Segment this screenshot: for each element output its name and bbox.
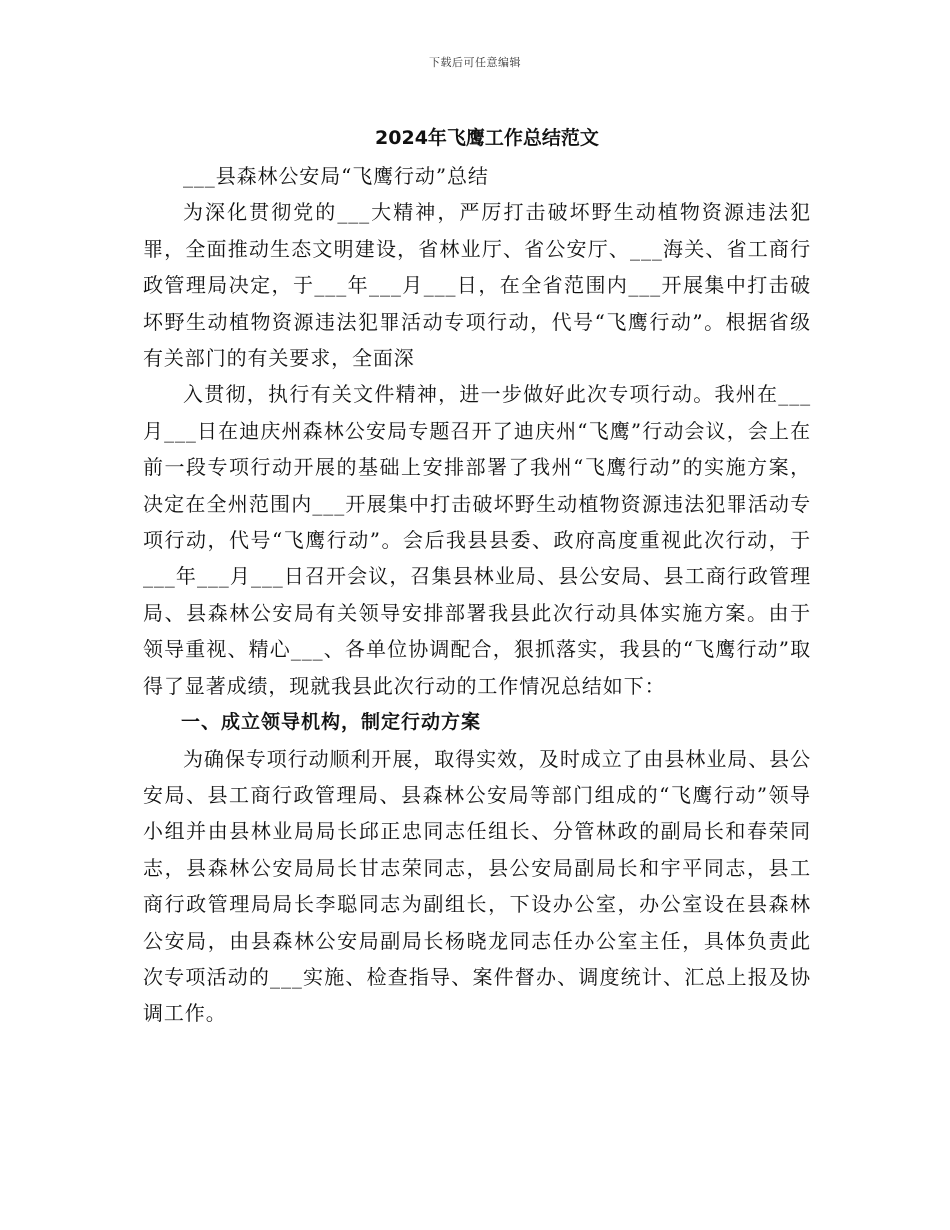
section-heading-leadership: 一、成立领导机构，制定行动方案 — [181, 711, 482, 734]
paragraph-implementation: 入贯彻，执行有关文件精神，进一步做好此次专项行动。我州在___月___日在迪庆州森林公安局专题召开了迪庆州“飞鹰”行动会议，会上在前一段专项行动开展的基础上安排部署了我州“飞鹰行动”的实施方案，决定在全州范围内___开展集中打击破坏野生动植物资源违法犯罪活动专项行动，代号“飞鹰行动”。会后我县县委、政府高度重视此次行动，于___年___月___日召开会议，召集县林业局、县公安局、县工商行政管理局、县森林公安局有关领导安排部署我县此次行动具体实施方案。由于领导重视、精心___、各单位协调配合，狠抓落实，我县的“飞鹰行动”取得了显著成绩，现就我县此次行动的工作情况总结如下： — [143, 382, 811, 698]
document-subtitle: ___县森林公安局“飞鹰行动”总结 — [183, 164, 489, 188]
paragraph-leadership: 为确保专项行动顺利开展，取得实效，及时成立了由县林业局、县公安局、县工商行政管理局、县森林公安局等部门组成的“飞鹰行动”领导小组并由县林业局局长邱正忠同志任组长、分管林政的副局长和春荣同志，县森林公安局局长甘志荣同志，县公安局副局长和宇平同志，县工商行政管理局局长李聪同志为副组长，下设办公室，办公室设在县森林公安局，由县森林公安局副局长杨晓龙同志任办公室主任，具体负责此次专项活动的___实施、检查指导、案件督办、调度统计、汇总上报及协调工作。 — [143, 746, 811, 1026]
document-body — [143, 120, 811, 1032]
page-header-note: 下载后可任意编辑 — [429, 56, 521, 69]
paragraph-intro: 为深化贯彻党的___大精神，严厉打击破坏野生动植物资源违法犯罪，全面推动生态文明建设，省林业厅、省公安厅、___海关、省工商行政管理局决定，于___年___月___日，在全省范围内___开展集中打击破坏野生动植物资源违法犯罪活动专项行动，代号“飞鹰行动”。根据省级有关部门的有关要求，全面深 — [143, 200, 811, 371]
document-title: 2024年飞鹰工作总结范文 — [375, 127, 599, 149]
